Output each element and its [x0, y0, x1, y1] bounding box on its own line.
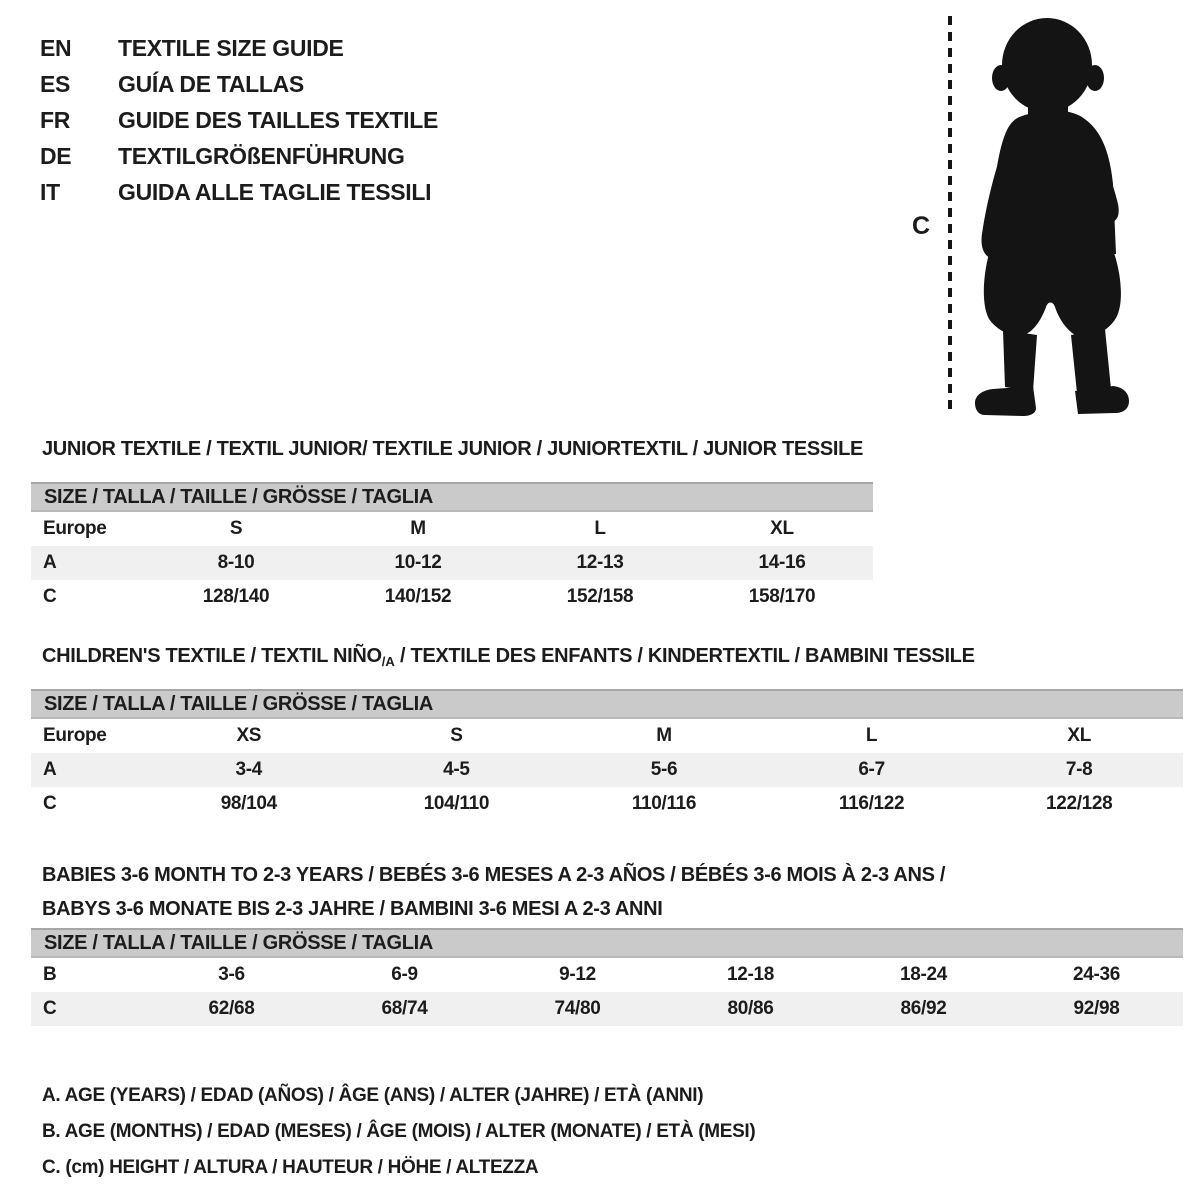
- value-cell: 86/92: [900, 998, 947, 1019]
- junior-section-title: JUNIOR TEXTILE / TEXTIL JUNIOR/ TEXTILE JUNIOR / JUNIORTEXTIL / JUNIOR TESSILE: [42, 438, 864, 460]
- language-code: IT: [40, 179, 60, 205]
- table-row-height: [31, 580, 873, 614]
- children-size-table: [31, 689, 1183, 821]
- row-label: C: [43, 998, 57, 1019]
- value-cell: 10-12: [394, 552, 442, 573]
- value-cell: 14-16: [758, 552, 806, 573]
- language-title-list: [40, 30, 438, 210]
- language-row-en: [40, 30, 438, 66]
- value-cell: 140/152: [384, 586, 452, 607]
- language-row-fr: [40, 102, 438, 138]
- language-code: ES: [40, 71, 71, 97]
- value-cell: 4-5: [443, 759, 470, 780]
- legend-line-height: C. (cm) HEIGHT / ALTURA / HAUTEUR / HÖHE / ALTEZZA: [42, 1157, 539, 1178]
- size-cell: XL: [770, 518, 794, 539]
- table-row-age: [31, 753, 1183, 787]
- height-measure-label: C: [912, 212, 930, 240]
- height-measure-dashed-line: [948, 16, 952, 416]
- size-cell: XS: [236, 725, 262, 746]
- value-cell: 116/122: [838, 793, 905, 814]
- value-cell: 3-6: [218, 964, 245, 985]
- size-cell: M: [410, 518, 426, 539]
- language-row-es: [40, 66, 438, 102]
- guide-title-es: GUÍA DE TALLAS: [118, 71, 304, 97]
- legend-line-age-months: B. AGE (MONTHS) / EDAD (MESES) / ÂGE (MOIS) / ALTER (MONATE) / ETÀ (MESI): [42, 1121, 756, 1142]
- babies-section-title: [42, 858, 945, 926]
- measurement-legend: [42, 1078, 755, 1186]
- table-row-europe: [31, 718, 1183, 753]
- value-cell: 62/68: [208, 998, 255, 1019]
- guide-title-it: GUIDA ALLE TAGLIE TESSILI: [118, 179, 432, 205]
- value-cell: 80/86: [727, 998, 774, 1019]
- language-code: DE: [40, 143, 72, 169]
- children-title-post: / TEXTILE DES ENFANTS / KINDERTEXTIL / BAMBINI TESSILE: [394, 645, 975, 667]
- value-cell: 74/80: [554, 998, 601, 1019]
- legend-line-age-years: A. AGE (YEARS) / EDAD (AÑOS) / ÂGE (ANS) / ALTER (JAHRE) / ETÀ (ANNI): [42, 1085, 704, 1106]
- row-label: C: [43, 793, 57, 814]
- junior-size-table: [31, 482, 873, 614]
- value-cell: 24-36: [1073, 964, 1120, 985]
- table-row-age: [31, 546, 873, 580]
- value-cell: 6-9: [391, 964, 418, 985]
- babies-title-line2: BABYS 3-6 MONATE BIS 2-3 JAHRE / BAMBINI 3-6 MESI A 2-3 ANNI: [42, 898, 663, 920]
- value-cell: 98/104: [220, 793, 277, 814]
- guide-title-fr: GUIDE DES TAILLES TEXTILE: [118, 107, 438, 133]
- size-header-row: [31, 483, 873, 511]
- value-cell: 9-12: [559, 964, 596, 985]
- size-header-bar: SIZE / TALLA / TAILLE / GRÖSSE / TAGLIA: [31, 929, 1183, 957]
- value-cell: 12-13: [576, 552, 624, 573]
- row-label: C: [43, 586, 57, 607]
- language-code: FR: [40, 107, 71, 133]
- value-cell: 104/110: [423, 793, 490, 814]
- size-header-bar: SIZE / TALLA / TAILLE / GRÖSSE / TAGLIA: [31, 690, 1183, 718]
- value-cell: 7-8: [1065, 759, 1093, 780]
- table-row-europe: [31, 511, 873, 546]
- language-row-de: [40, 138, 438, 174]
- table-row-height: [31, 992, 1183, 1026]
- size-header-row: [31, 929, 1183, 957]
- babies-title-line1: BABIES 3-6 MONTH TO 2-3 YEARS / BEBÉS 3-6 MESES A 2-3 AÑOS / BÉBÉS 3-6 MOIS À 2-3 ANS /: [42, 864, 946, 886]
- value-cell: 110/116: [631, 793, 697, 814]
- size-cell: L: [594, 518, 606, 539]
- guide-title-de: TEXTILGRÖßENFÜHRUNG: [118, 143, 405, 169]
- size-header-bar: SIZE / TALLA / TAILLE / GRÖSSE / TAGLIA: [31, 483, 873, 511]
- row-label: A: [43, 759, 57, 780]
- table-row-height: [31, 787, 1183, 821]
- size-header-row: [31, 690, 1183, 718]
- value-cell: 12-18: [727, 964, 774, 985]
- value-cell: 8-10: [217, 552, 255, 573]
- babies-size-table: [31, 928, 1183, 1026]
- size-cell: XL: [1067, 725, 1091, 746]
- size-cell: L: [865, 725, 878, 746]
- language-row-it: [40, 174, 438, 210]
- size-cell: M: [656, 725, 672, 746]
- value-cell: 5-6: [650, 759, 678, 780]
- value-cell: 92/98: [1073, 998, 1120, 1019]
- value-cell: 3-4: [235, 759, 263, 780]
- value-cell: 18-24: [900, 964, 947, 985]
- children-title-sub: /A: [381, 654, 395, 669]
- value-cell: 158/170: [748, 586, 816, 607]
- children-title-pre: CHILDREN'S TEXTILE / TEXTIL NIÑO: [42, 645, 382, 667]
- value-cell: 128/140: [202, 586, 270, 607]
- row-label: Europe: [43, 725, 107, 746]
- value-cell: 68/74: [381, 998, 428, 1019]
- row-label: B: [43, 964, 57, 985]
- value-cell: 152/158: [566, 586, 634, 607]
- toddler-silhouette-icon: [962, 12, 1140, 417]
- guide-title-en: TEXTILE SIZE GUIDE: [118, 35, 344, 61]
- language-code: EN: [40, 35, 72, 61]
- size-cell: S: [229, 518, 243, 539]
- children-section-title: [42, 644, 975, 670]
- row-label: Europe: [43, 518, 107, 539]
- value-cell: 122/128: [1045, 793, 1113, 814]
- value-cell: 6-7: [858, 759, 885, 780]
- row-label: A: [43, 552, 57, 573]
- table-row-months: [31, 957, 1183, 992]
- size-cell: S: [450, 725, 463, 746]
